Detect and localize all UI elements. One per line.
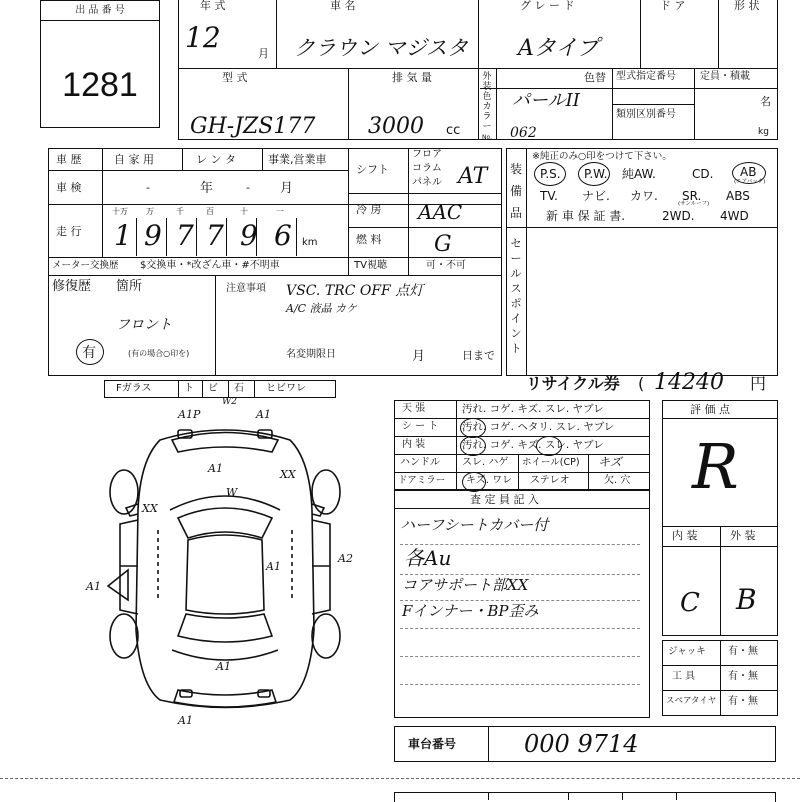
equip-tv: TV.	[540, 189, 558, 203]
displacement-unit: cc	[446, 123, 461, 138]
equip-4wd: 4WD	[720, 209, 749, 223]
type-designation-label: 型式指定番号	[616, 71, 676, 82]
tool-tools-label: 工 具	[672, 671, 696, 682]
equip-vlabel-2: 品	[509, 206, 522, 220]
color-name: パールII	[512, 90, 580, 111]
recycle-label: リサイクル券	[526, 374, 620, 393]
glass-opt-crack: ト	[184, 383, 194, 394]
left-doors	[120, 520, 138, 614]
equip-navi: ナビ.	[582, 189, 610, 203]
mileage-digit-5: 6	[274, 219, 292, 252]
lot-number: 1281	[62, 66, 138, 104]
shift-panel: パネル	[412, 177, 442, 188]
mark-fender-right: XX	[280, 468, 296, 481]
deadline-month-unit: 月	[412, 349, 426, 364]
equip-2wd: 2WD.	[662, 209, 695, 223]
model-value: GH-JZS177	[190, 114, 316, 139]
mark-front-center: A1P	[178, 408, 201, 421]
inspector-label: 査 定 員 記 入	[470, 493, 539, 506]
equip-ps-circle	[534, 162, 566, 186]
wheel-rear-right	[312, 614, 340, 658]
inspection-label: 車 検	[56, 181, 82, 194]
mileage-unit-2: 千	[176, 207, 184, 216]
mileage-digit-4: 9	[240, 219, 258, 252]
cond-handle-opts: スレ. ハゲ	[462, 457, 509, 468]
inspector-line-3: コアサポート部XX	[402, 576, 529, 594]
inspection-year-unit: 年	[200, 181, 214, 196]
equip-leather: カワ.	[630, 189, 658, 203]
capacity-label: 定員・積載	[700, 71, 750, 82]
mileage-unit-0: 十万	[112, 207, 128, 216]
model-label: 型 式	[222, 71, 248, 84]
color-vlabel-1: 装	[482, 82, 492, 92]
meter-exchange-legend: $交換車・*改ざん車・#不明車	[140, 260, 280, 271]
roof	[186, 535, 264, 614]
mark-trunk: A1	[216, 660, 231, 673]
sales-vlabel-5: イ	[510, 312, 522, 325]
inspector-line-4: Fインナー・BP歪み	[402, 602, 539, 620]
rear-window	[178, 614, 272, 642]
inspection-month-unit: 月	[280, 181, 294, 196]
right-doors	[312, 520, 330, 614]
notes-line-1: VSC. TRC OFF 点灯	[286, 283, 424, 299]
color-vlabel-6: No.	[482, 134, 492, 141]
sales-vlabel-0: セ	[510, 237, 522, 250]
windshield	[178, 508, 272, 538]
cond-interior-label: 内 装	[402, 439, 426, 450]
cond-stereo-label: ステレオ	[530, 475, 570, 486]
equip-vlabel-0: 装	[509, 162, 522, 176]
deadline-label: 名変期限日	[286, 349, 336, 360]
shape-label: 形 状	[734, 0, 760, 12]
tool-tools-value: 有・無	[728, 671, 758, 682]
glass-label: Fガラス	[116, 383, 152, 394]
repair-place-label: 箇所	[116, 279, 143, 294]
year-month-unit: 月	[258, 47, 269, 60]
rating-exterior: B	[736, 583, 757, 616]
mileage-km-unit: km	[302, 237, 318, 248]
year-label: 年 式	[200, 0, 226, 12]
grade-value: Aタイプ	[518, 36, 599, 61]
color-vlabel-2: 色	[482, 92, 492, 102]
mark-side-right: A2	[338, 552, 353, 565]
shift-value: AT	[458, 164, 488, 189]
trunk-line	[172, 650, 278, 660]
cond-mirror-circle	[462, 472, 486, 492]
wheel-front-left	[110, 470, 138, 514]
cond-seat-circle	[460, 418, 486, 438]
tool-jack-value: 有・無	[728, 646, 758, 657]
history-label: 車 歴	[56, 153, 82, 166]
history-private: 自 家 用	[114, 153, 154, 166]
aircon-label: 冷 房	[356, 203, 382, 216]
equip-ps: P.S.	[540, 167, 561, 181]
recycle-unit: 円	[750, 374, 767, 393]
tool-spare-value: 有・無	[728, 696, 758, 707]
front-bumper	[172, 433, 278, 453]
rear-bumper	[174, 690, 276, 707]
lot-header: 出 品 番 号	[75, 5, 125, 16]
inspection-dash-1: -	[146, 181, 150, 194]
shift-floor: フロア	[412, 149, 442, 160]
notes-label: 注意事項	[226, 283, 266, 294]
sales-vlabel-7: ト	[510, 342, 522, 355]
color-code: 062	[510, 125, 537, 141]
rating-label: 評 価 点	[690, 403, 730, 416]
sales-vlabel-2: ル	[510, 267, 522, 280]
mark-side-left: A1	[86, 580, 101, 593]
inspection-dash-2: -	[246, 181, 250, 194]
displacement-value: 3000	[368, 114, 424, 139]
equip-vlabel-1: 備	[509, 184, 522, 198]
meter-exchange-label: メーター交換歴	[52, 260, 119, 271]
glass-opt-fracture: ヒビワレ	[266, 383, 306, 394]
mileage-digit-0: 1	[114, 219, 132, 252]
equip-cd: CD.	[692, 167, 714, 181]
equip-alloy-wheel: 純AW.	[622, 167, 656, 181]
mileage-digit-1: 9	[144, 219, 162, 252]
grade-label: グ レ ー ド	[520, 0, 575, 12]
wheel-front-right	[312, 470, 340, 514]
cond-seat-label: シ ー ト	[402, 421, 439, 432]
cond-mirror-opts: キズ. ワレ	[466, 475, 513, 486]
cond-wheel-label: ホイール(CP)	[522, 457, 580, 468]
equip-pw: P.W.	[584, 167, 608, 181]
shift-column: コラム	[412, 163, 442, 174]
history-business: 事業,営業車	[268, 153, 327, 166]
car-name-value: クラウン マジスタ	[294, 36, 469, 60]
equipment-note: ※純正のみ○印をつけて下さい。	[532, 151, 672, 162]
class-number-label: 類別区別番号	[616, 109, 676, 120]
capacity-unit-persons: 名	[760, 95, 771, 108]
equip-abs: ABS	[726, 189, 750, 203]
cond-wheel-mark: キズ	[598, 455, 622, 469]
displacement-label: 排 気 量	[392, 71, 432, 84]
cond-interior-circle-1	[460, 436, 486, 456]
doors-label: ド ア	[660, 0, 686, 12]
tool-jack-label: ジャッキ	[668, 646, 706, 657]
mileage-unit-5: 一	[276, 207, 284, 216]
car-diagram	[86, 397, 353, 730]
cond-handle-label: ハンドル	[400, 457, 440, 468]
repair-label: 修復歴	[52, 279, 92, 294]
sales-vlabel-6: ン	[510, 327, 522, 340]
equip-airbag: AB	[740, 165, 757, 179]
repair-value: フロント	[116, 317, 172, 333]
aircon-value: AAC	[418, 200, 463, 224]
car-name-label: 車 名	[330, 0, 356, 12]
sales-vlabel-4: ポ	[510, 297, 522, 310]
equip-sunroof: SR.	[682, 189, 702, 203]
mileage-unit-4: 十	[240, 207, 248, 216]
recycle-value: 14240	[654, 370, 724, 395]
equip-warranty: 新 車 保 証 書.	[546, 209, 626, 223]
tool-spare-label: スペアタイヤ	[666, 696, 717, 706]
tv-label: TV視聴	[354, 260, 387, 271]
inspector-line-2: 各Au	[404, 546, 452, 570]
glass-mark: W2	[222, 397, 237, 407]
cond-ceiling-label: 天 張	[402, 403, 426, 414]
mark-rear: A1	[178, 714, 193, 727]
cond-seat-opts: 汚れ. コゲ. ヘタリ. スレ. ヤブレ	[462, 421, 615, 433]
mark-front-right: A1	[256, 408, 271, 421]
mileage-unit-3: 百	[206, 207, 214, 216]
mileage-unit-1: 万	[146, 207, 154, 216]
sales-vlabel-3: ス	[510, 282, 522, 295]
year-value: 12	[185, 21, 221, 54]
sales-vlabel-1: ー	[510, 252, 522, 265]
mileage-label: 走 行	[56, 225, 82, 238]
mark-fender-left: XX	[142, 502, 158, 515]
cond-mirror-label: ドアミラー	[398, 475, 446, 486]
repair-circle	[76, 339, 104, 365]
next-section	[394, 792, 776, 802]
cond-interior-circle-2	[536, 436, 562, 456]
fuel-value: G	[434, 232, 452, 257]
equip-pw-circle	[578, 162, 610, 186]
rating-exterior-label: 外 装	[730, 529, 756, 542]
inspector-line-1: ハーフシートカバー付	[400, 516, 549, 534]
deadline-day-unit: 日まで	[462, 349, 495, 362]
shift-label: シフト	[356, 163, 389, 176]
color-vlabel-4: ラ	[482, 112, 492, 122]
mileage-digit-2: 7	[176, 219, 194, 252]
fuel-label: 燃 料	[356, 233, 382, 246]
repair-note: (有の場合○印を)	[128, 349, 190, 358]
rating-score: R	[692, 430, 739, 503]
cond-ceiling-opts: 汚れ. コゲ. キズ. スレ. ヤブレ	[462, 403, 604, 415]
equip-sunroof-note: (サンルーフ)	[678, 201, 710, 207]
glass-opt-stone: 石	[234, 383, 244, 394]
repair-has: 有	[82, 345, 96, 361]
rating-interior-label: 内 装	[672, 529, 698, 542]
cond-holes-label: 欠. 穴	[604, 475, 631, 486]
cond-interior-opts: 汚れ. コゲ. キズ. スレ. ヤブレ	[462, 439, 604, 451]
color-vlabel-0: 外	[482, 72, 492, 82]
color-repaint-label: 色替	[584, 71, 606, 84]
color-vlabel-3: カ	[482, 102, 492, 112]
capacity-unit-kg: kg	[758, 127, 769, 137]
mark-door-right: A1	[266, 560, 281, 573]
mileage-digit-3: 7	[206, 219, 224, 252]
rating-interior: C	[680, 588, 700, 618]
wheel-rear-left	[110, 614, 138, 658]
color-vlabel-5: ー	[482, 122, 492, 132]
equip-airbag-note: (エアバッグ)	[734, 179, 766, 185]
history-rental: レ ン タ	[196, 153, 236, 166]
mark-hood-w: W	[226, 486, 238, 499]
notes-line-2: A/C 液晶 カケ	[286, 302, 358, 315]
mark-hood: A1	[208, 462, 223, 475]
chassis-value: 000 9714	[524, 730, 639, 758]
tv-value: 可・不可	[426, 260, 466, 271]
glass-opt-chip: ビ	[208, 383, 218, 394]
chassis-label: 車台番号	[408, 737, 457, 751]
